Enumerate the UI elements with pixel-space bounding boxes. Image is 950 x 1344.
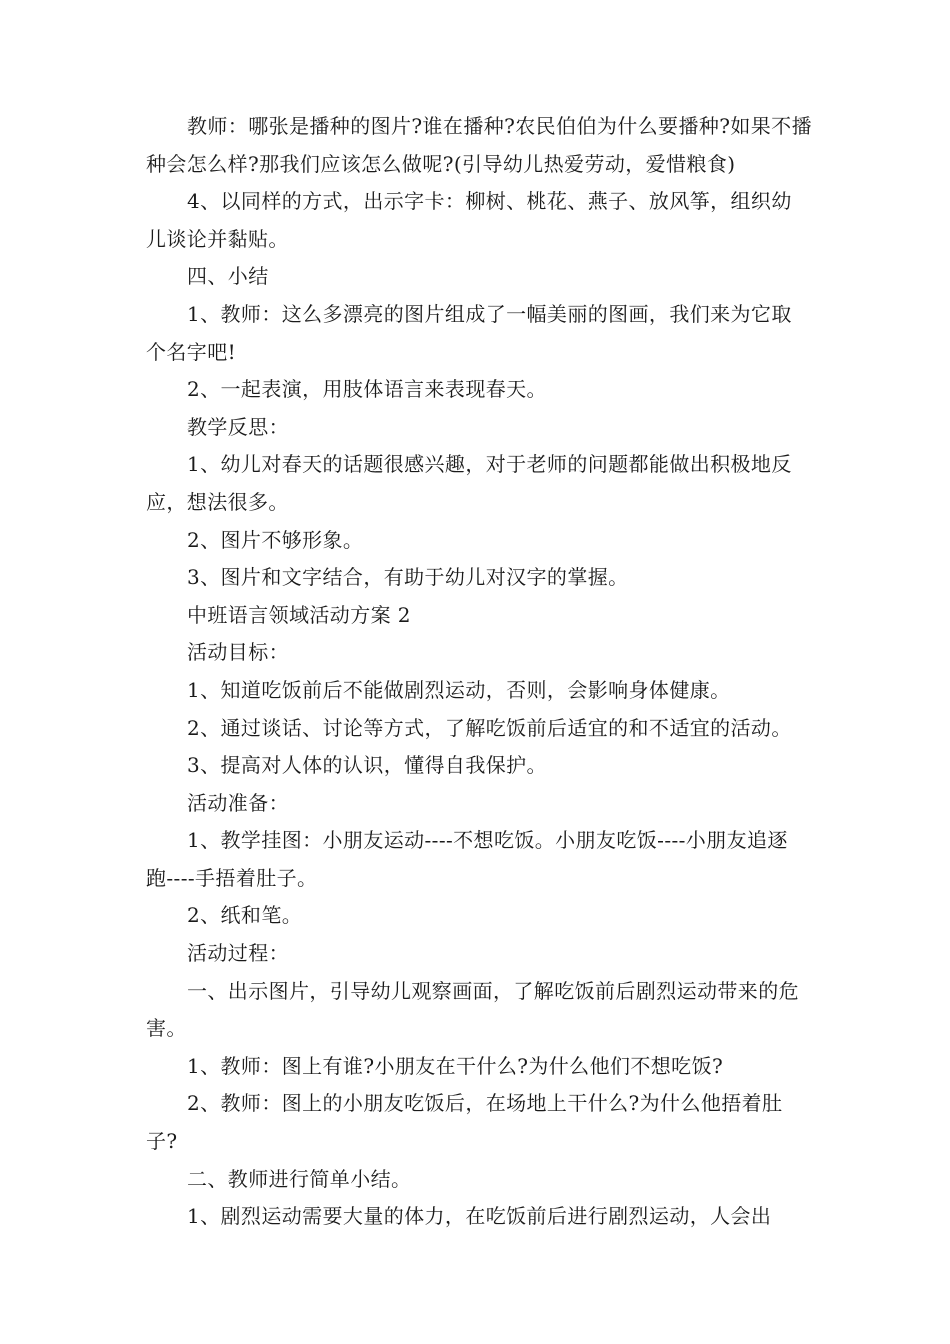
paragraph-reflection-2: 2、图片不够形象。 — [187, 527, 364, 552]
paragraph-process-question-1: 1、教师：图上有谁?小朋友在干什么?为什么他们不想吃饭? — [187, 1053, 724, 1078]
paragraph-preparation-1: 1、教学挂图：小朋友运动----不想吃饭。小朋友吃饭----小朋友追逐跑----手捂着肚子。 — [146, 828, 788, 890]
paragraph-preparation-2: 2、纸和笔。 — [187, 903, 303, 928]
heading-teaching-reflection: 教学反思： — [187, 414, 289, 439]
heading-activity-process: 活动过程： — [187, 941, 289, 966]
heading-activity-goals: 活动目标： — [187, 640, 289, 665]
paragraph-teacher-question-sowing: 教师：哪张是播种的图片?谁在播种?农民伯伯为什么要播种?如果不播种会怎么样?那我们应该怎么做呢?(引导幼儿热爱劳动，爱惜粮食) — [146, 114, 812, 176]
paragraph-summary-2: 2、一起表演，用肢体语言来表现春天。 — [187, 377, 547, 402]
paragraph-goal-1: 1、知道吃饭前后不能做剧烈运动，否则，会影响身体健康。 — [187, 677, 731, 702]
paragraph-summary-1: 1、教师：这么多漂亮的图片组成了一幅美丽的图画，我们来为它取个名字吧! — [146, 301, 792, 364]
paragraph-process-question-2: 2、教师：图上的小朋友吃饭后，在场地上干什么?为什么他捂着肚子? — [146, 1091, 783, 1154]
section-title-plan-2: 中班语言领域活动方案 2 — [187, 602, 411, 627]
paragraph-process-step-2: 二、教师进行简单小结。 — [187, 1166, 412, 1191]
document-body — [146, 108, 812, 1236]
paragraph-goal-3: 3、提高对人体的认识，懂得自我保护。 — [187, 753, 547, 778]
paragraph-reflection-3: 3、图片和文字结合，有助于幼儿对汉字的掌握。 — [187, 565, 629, 590]
paragraph-process-summary-1: 1、剧烈运动需要大量的体力，在吃饭前后进行剧烈运动，人会出 — [187, 1204, 772, 1229]
paragraph-goal-2: 2、通过谈话、讨论等方式，了解吃饭前后适宜的和不适宜的活动。 — [187, 715, 792, 740]
paragraph-process-step-1: 一、出示图片，引导幼儿观察画面，了解吃饭前后剧烈运动带来的危害。 — [146, 978, 799, 1041]
paragraph-reflection-1: 1、幼儿对春天的话题很感兴趣，对于老师的问题都能做出积极地反应，想法很多。 — [146, 452, 792, 514]
heading-activity-preparation: 活动准备： — [187, 790, 289, 815]
paragraph-step-4-word-cards: 4、以同样的方式，出示字卡：柳树、桃花、燕子、放风筝，组织幼儿谈论并黏贴。 — [146, 189, 792, 251]
heading-summary: 四、小结 — [187, 264, 269, 289]
